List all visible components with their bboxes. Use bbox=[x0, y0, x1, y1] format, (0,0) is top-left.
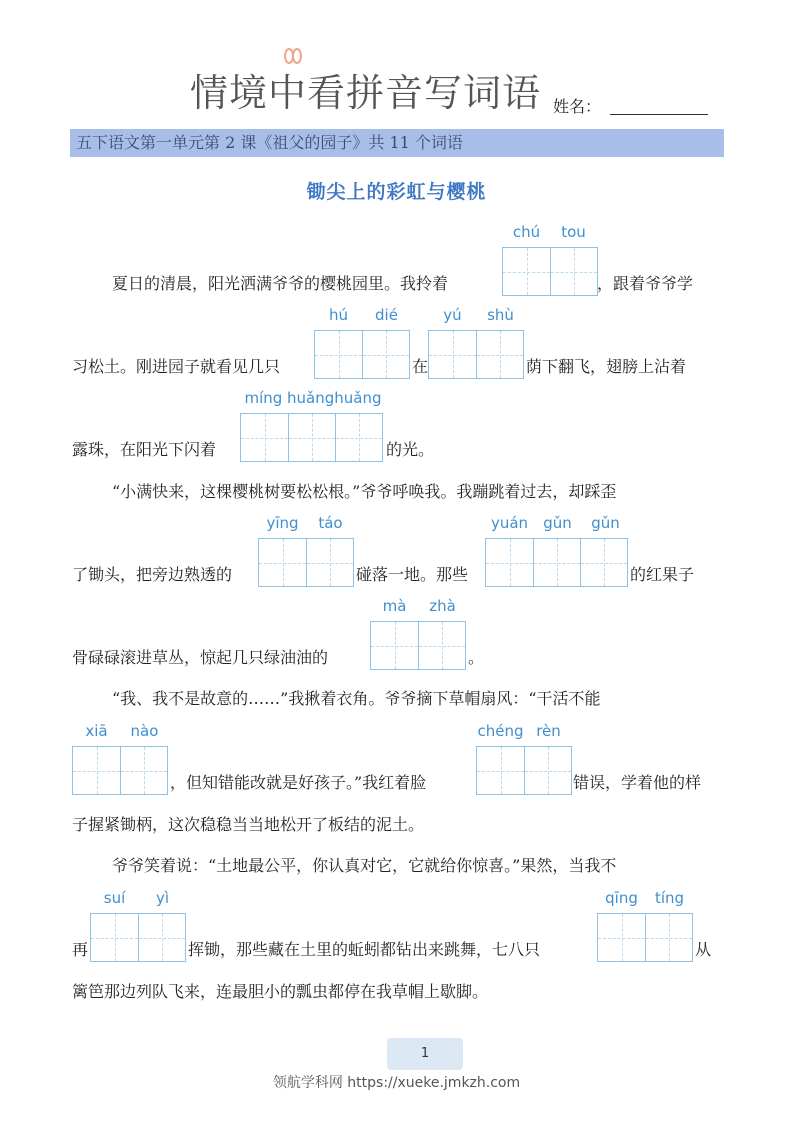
text-line-7: “我、我不是故意的……”我揪着衣角。爷爷摘下草帽扇风：“干活不能 bbox=[112, 689, 601, 708]
answer-grid-qingting[interactable] bbox=[597, 913, 693, 962]
text-line-3a: 露珠，在阳光下闪着 bbox=[72, 440, 217, 459]
pinyin-minghuanghuang: míng huǎnghuǎng bbox=[244, 389, 382, 407]
text-line-1a: 夏日的清晨，阳光洒满爷爷的樱桃园里。我拎着 bbox=[112, 274, 449, 293]
text-line-12: 篱笆那边列队飞来，连最胆小的瓢虫都停在我草帽上歇脚。 bbox=[72, 982, 489, 1001]
bunny-ears-icon bbox=[282, 48, 304, 64]
text-line-6a: 骨碌碌滚进草丛，惊起几只绿油油的 bbox=[72, 648, 329, 667]
pinyin-yi: yì bbox=[155, 889, 170, 907]
story-title: 锄尖上的彩虹与樱桃 bbox=[306, 181, 487, 203]
answer-grid-mazha[interactable] bbox=[370, 621, 466, 670]
pinyin-shu: shù bbox=[487, 306, 514, 324]
pinyin-zha: zhà bbox=[429, 597, 456, 615]
text-line-1b: ，跟着爷爷学 bbox=[597, 274, 694, 293]
logo-text: 情境中看拼音写词语 bbox=[190, 71, 542, 115]
pinyin-ting: tíng bbox=[654, 889, 685, 907]
text-line-2c: 荫下翻飞，翅膀上沾着 bbox=[526, 357, 687, 376]
text-line-5b: 碰落一地。那些 bbox=[356, 565, 469, 584]
pinyin-gun-2: gǔn bbox=[591, 514, 620, 532]
text-line-2a: 习松土。刚进园子就看见几只 bbox=[72, 357, 281, 376]
pinyin-xia: xiā bbox=[85, 722, 108, 740]
lesson-banner: 五下语文第一单元第 2 课《祖父的园子》共 11 个词语 bbox=[70, 129, 724, 157]
answer-grid-chutou[interactable] bbox=[502, 247, 598, 296]
pinyin-chu: chú bbox=[512, 223, 541, 241]
footer-site[interactable]: 领航学科网 https://xueke.jmkzh.com bbox=[272, 1075, 521, 1091]
answer-grid-yushu[interactable] bbox=[428, 330, 524, 379]
pinyin-yu: yú bbox=[443, 306, 462, 324]
text-line-8a: ，但知错能改就是好孩子。”我红着脸 bbox=[170, 773, 427, 792]
pinyin-yuan: yuán bbox=[490, 514, 529, 532]
name-field-line[interactable] bbox=[610, 114, 708, 115]
text-line-8b: 错误，学着他的样 bbox=[573, 773, 702, 792]
name-label: 姓名： bbox=[553, 97, 602, 116]
text-line-5a: 了锄头，把旁边熟透的 bbox=[72, 565, 233, 584]
pinyin-gun-1: gǔn bbox=[543, 514, 572, 532]
pinyin-ying: yīng bbox=[266, 514, 299, 532]
pinyin-hu: hú bbox=[328, 306, 348, 324]
text-line-6b: 。 bbox=[468, 648, 485, 667]
text-line-9: 子握紧锄柄，这次稳稳当当地松开了板结的泥土。 bbox=[72, 815, 425, 834]
answer-grid-hudie[interactable] bbox=[314, 330, 410, 379]
text-line-11c: 从 bbox=[695, 940, 712, 959]
pinyin-nao: nào bbox=[130, 722, 159, 740]
answer-grid-xianao[interactable] bbox=[72, 746, 168, 795]
text-line-3b: 的光。 bbox=[386, 440, 435, 459]
answer-grid-yingtao[interactable] bbox=[258, 538, 354, 587]
answer-grid-suiyi[interactable] bbox=[90, 913, 186, 962]
pinyin-sui: suí bbox=[103, 889, 126, 907]
text-line-11a: 再 bbox=[72, 940, 89, 959]
pinyin-ren: rèn bbox=[536, 722, 561, 740]
answer-grid-yuangungun[interactable] bbox=[485, 538, 628, 587]
pinyin-tou: tou bbox=[561, 223, 586, 241]
pinyin-ma: mà bbox=[382, 597, 407, 615]
pinyin-qing: qīng bbox=[605, 889, 638, 907]
pinyin-cheng: chéng bbox=[477, 722, 524, 740]
text-line-10: 爷爷笑着说：“土地最公平，你认真对它，它就给你惊喜。”果然，当我不 bbox=[112, 856, 617, 875]
text-line-2b: 在 bbox=[412, 357, 429, 376]
answer-grid-chengren[interactable] bbox=[476, 746, 572, 795]
text-line-4: “小满快来，这棵樱桃树要松松根。”爷爷呼唤我。我蹦跳着过去，却踩歪 bbox=[112, 482, 617, 501]
text-line-11b: 挥锄，那些藏在土里的蚯蚓都钻出来跳舞，七八只 bbox=[188, 940, 541, 959]
pinyin-tao: táo bbox=[318, 514, 343, 532]
text-line-5c: 的红果子 bbox=[630, 565, 695, 584]
page-number: 1 bbox=[387, 1038, 463, 1070]
pinyin-die: dié bbox=[375, 306, 398, 324]
answer-grid-minghuanghuang[interactable] bbox=[240, 413, 383, 462]
